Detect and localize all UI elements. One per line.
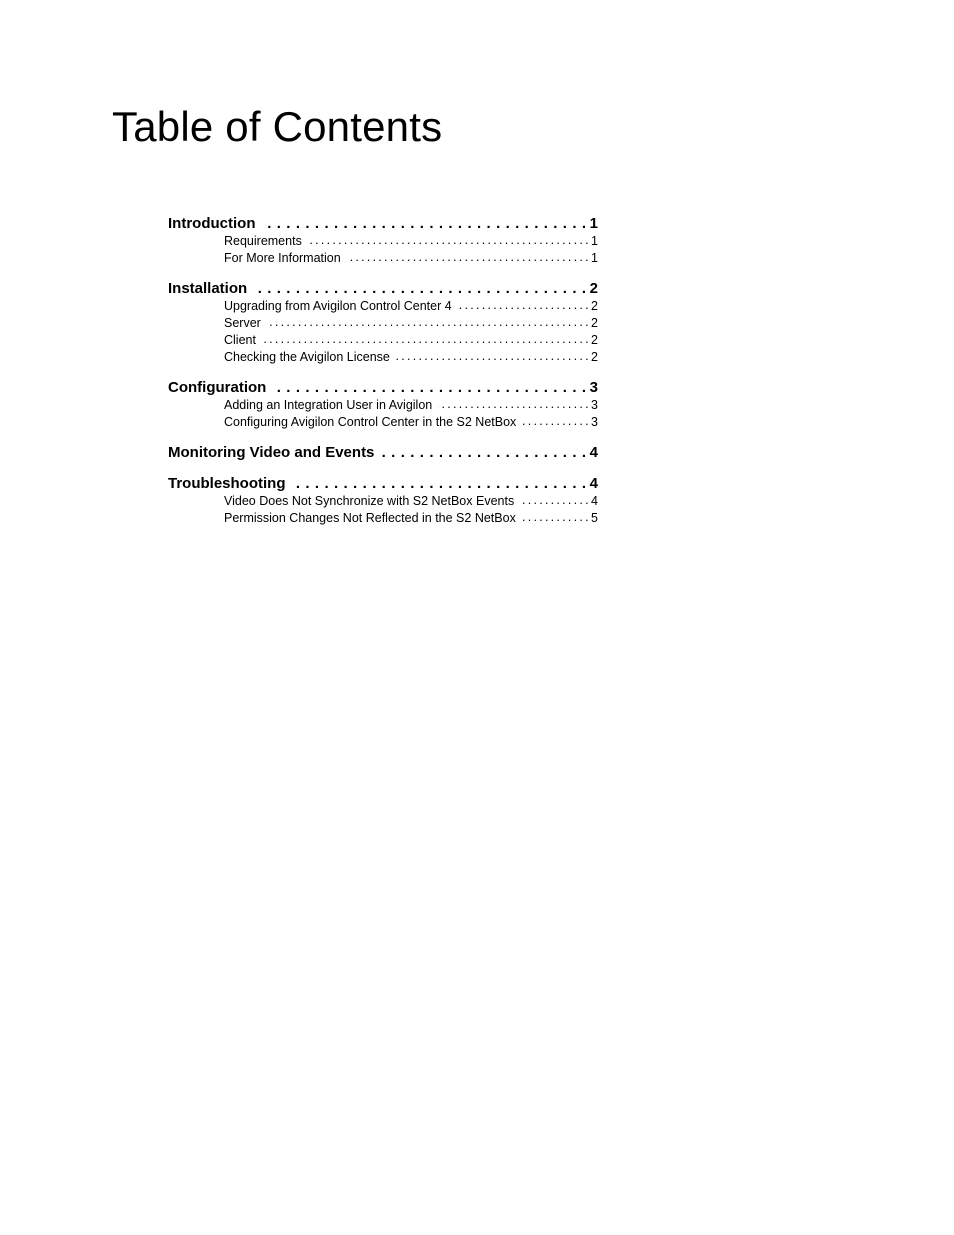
toc-page-number: 5 xyxy=(591,510,598,525)
toc-entry-configuring-acc[interactable] xyxy=(224,413,598,430)
toc-page-number: 4 xyxy=(589,444,598,461)
toc-page-number: 3 xyxy=(591,414,598,429)
toc-dot-leader xyxy=(522,509,588,522)
toc-section-installation xyxy=(168,278,598,365)
toc-entry-title: Monitoring Video and Events xyxy=(168,444,375,461)
toc-entry-troubleshooting[interactable] xyxy=(168,473,598,494)
toc-entry-requirements[interactable] xyxy=(224,232,598,249)
toc-entry-server[interactable] xyxy=(224,314,598,331)
toc-page-number: 1 xyxy=(591,250,598,265)
toc-entry-title: Client xyxy=(224,332,256,347)
toc-entry-monitoring[interactable] xyxy=(168,442,598,463)
toc-page-number: 2 xyxy=(591,315,598,330)
toc-dot-leader xyxy=(272,377,586,392)
toc-section-troubleshooting xyxy=(168,473,598,526)
toc-dot-leader xyxy=(267,314,588,327)
toc-entry-upgrading[interactable] xyxy=(224,297,598,314)
toc-entry-client[interactable] xyxy=(224,331,598,348)
toc-entry-for-more-information[interactable] xyxy=(224,249,598,266)
toc-entry-title: Server xyxy=(224,315,261,330)
toc-dot-leader xyxy=(438,396,588,409)
toc-dot-leader xyxy=(520,492,588,505)
toc-section-configuration xyxy=(168,377,598,430)
toc-dot-leader xyxy=(458,297,588,310)
toc-dot-leader xyxy=(261,213,586,228)
toc-entry-title: For More Information xyxy=(224,250,341,265)
toc-entry-title: Requirements xyxy=(224,233,302,248)
toc-page-number: 3 xyxy=(589,379,598,396)
toc-entry-adding-integration-user[interactable] xyxy=(224,396,598,413)
toc-entry-video-not-synchronize[interactable] xyxy=(224,492,598,509)
toc-entry-introduction[interactable] xyxy=(168,213,598,234)
toc-page-number: 2 xyxy=(589,280,598,297)
toc-page-number: 4 xyxy=(589,475,598,492)
toc-entry-title: Configuration xyxy=(168,379,267,396)
toc-entry-permission-changes[interactable] xyxy=(224,509,598,526)
toc-section-monitoring xyxy=(168,442,598,463)
toc-page-number: 2 xyxy=(591,332,598,347)
toc-entry-title: Introduction xyxy=(168,215,256,232)
toc-dot-leader xyxy=(380,442,586,457)
toc-dot-leader xyxy=(522,413,588,426)
toc-entry-title: Configuring Avigilon Control Center in the S2 NetBox xyxy=(224,414,517,429)
table-of-contents xyxy=(168,213,598,526)
toc-dot-leader xyxy=(308,232,588,245)
toc-entry-installation[interactable] xyxy=(168,278,598,299)
toc-entry-title: Checking the Avigilon License xyxy=(224,349,390,364)
toc-entry-title: Upgrading from Avigilon Control Center 4 xyxy=(224,298,452,313)
toc-page-number: 1 xyxy=(591,233,598,248)
toc-dot-leader xyxy=(292,473,587,488)
toc-entry-title: Installation xyxy=(168,280,248,297)
toc-entry-title: Adding an Integration User in Avigilon xyxy=(224,397,433,412)
toc-page-number: 2 xyxy=(591,349,598,364)
toc-entry-title: Troubleshooting xyxy=(168,475,286,492)
toc-dot-leader xyxy=(347,249,588,262)
toc-dot-leader xyxy=(262,331,588,344)
toc-page-number: 4 xyxy=(591,493,598,508)
toc-page-number: 2 xyxy=(591,298,598,313)
toc-entry-configuration[interactable] xyxy=(168,377,598,398)
toc-dot-leader xyxy=(396,348,588,361)
toc-entry-checking-license[interactable] xyxy=(224,348,598,365)
toc-entry-title: Permission Changes Not Reflected in the S2 NetBox xyxy=(224,510,516,525)
toc-page-number: 3 xyxy=(591,397,598,412)
toc-page-number: 1 xyxy=(589,215,598,232)
toc-entry-title: Video Does Not Synchronize with S2 NetBox Events xyxy=(224,493,515,508)
page-title: Table of Contents xyxy=(112,103,443,150)
toc-section-introduction xyxy=(168,213,598,266)
toc-dot-leader xyxy=(253,278,586,293)
